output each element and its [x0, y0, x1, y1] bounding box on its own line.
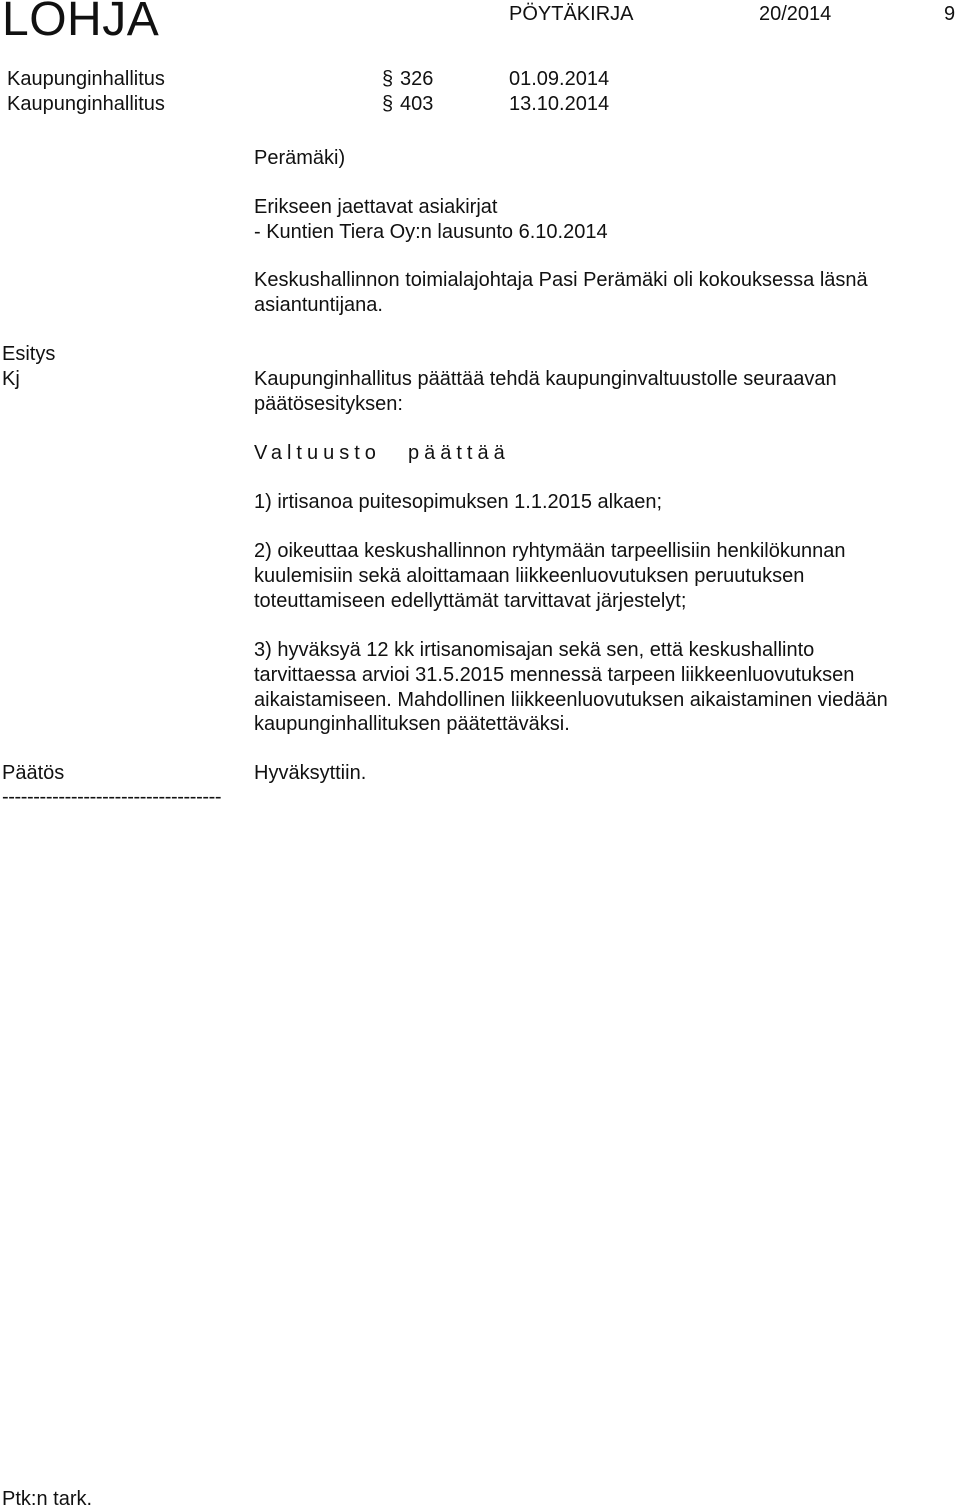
decision-item-line: kuulemisiin sekä aloittamaan liikkeenluovutuksen peruutuksen — [254, 565, 805, 587]
meeting-date: 01.09.2014 — [509, 68, 610, 90]
esitys-label: Esitys — [2, 343, 56, 365]
document-type: PÖYTÄKIRJA — [509, 3, 634, 25]
attachment-item: - Kuntien Tiera Oy:n lausunto 6.10.2014 — [254, 221, 608, 243]
expert-note-line: Keskushallinnon toimialajohtaja Pasi Perämäki oli kokouksessa läsnä — [254, 269, 868, 291]
decision-item-line: kaupunginhallituksen päätettäväksi. — [254, 713, 570, 735]
decision-item-line: 2) oikeuttaa keskushallinnon ryhtymään tarpeellisiin henkilökunnan — [254, 540, 846, 562]
decision-item-line: toteuttamiseen edellyttämät tarvittavat järjestelyt; — [254, 590, 687, 612]
decision-item-1: 1) irtisanoa puitesopimuksen 1.1.2015 alkaen; — [254, 491, 663, 513]
history-body: Kaupunginhallitus — [7, 93, 165, 115]
proposal-intro-line: Kaupunginhallitus päättää tehdä kaupunginvaltuustolle seuraavan — [254, 368, 837, 390]
expert-note-line: asiantuntijana. — [254, 294, 383, 316]
page-number: 9 — [944, 3, 956, 25]
meeting-date: 13.10.2014 — [509, 93, 610, 115]
attachments-title: Erikseen jaettavat asiakirjat — [254, 196, 498, 218]
document-number: 20/2014 — [759, 3, 832, 25]
section-sign-icon: § — [382, 68, 394, 90]
minutes-checker-note: Ptk:n tark. — [2, 1488, 93, 1510]
decision-item-line: tarvittaessa arvioi 31.5.2015 mennessä tarpeen liikkeenluovutuksen — [254, 664, 855, 686]
decision-result: Hyväksyttiin. — [254, 762, 367, 784]
section-number: 326 — [400, 68, 434, 90]
proposal-intro-line: päätösesityksen: — [254, 393, 403, 415]
decides-label: päättää — [408, 442, 510, 464]
decider-label: Valtuusto — [254, 442, 381, 464]
decision-item-line: 3) hyväksyä 12 kk irtisanomisajan sekä sen, että keskushallinto — [254, 639, 815, 661]
lohja-logo: LOHJA — [2, 0, 160, 46]
section-separator: ----------------------------------- — [2, 786, 222, 808]
paatos-label: Päätös — [2, 762, 65, 784]
previous-text-tail: Perämäki) — [254, 147, 346, 169]
history-body: Kaupunginhallitus — [7, 68, 165, 90]
presenter-label: Kj — [2, 368, 20, 390]
section-sign-icon: § — [382, 93, 394, 115]
decision-item-line: aikaistamiseen. Mahdollinen liikkeenluovutuksen aikaistaminen viedään — [254, 689, 888, 711]
section-number: 403 — [400, 93, 434, 115]
